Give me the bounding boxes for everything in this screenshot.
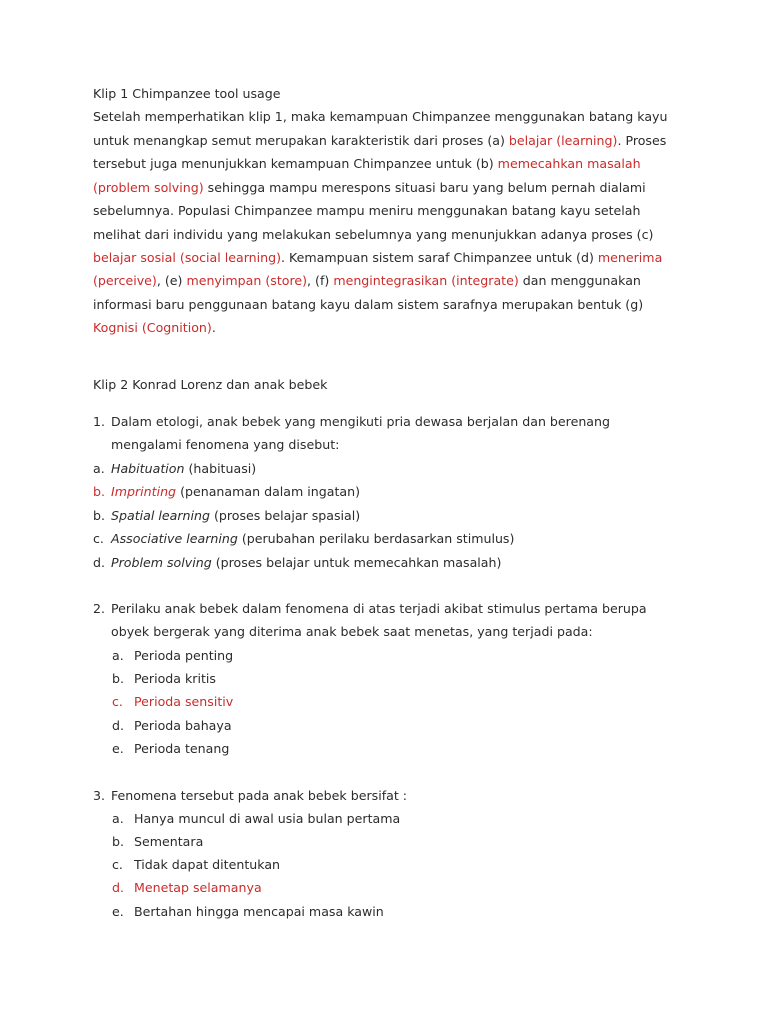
option-label: c. bbox=[112, 857, 123, 872]
option-label: b. bbox=[93, 484, 105, 499]
option-label: b. bbox=[112, 671, 124, 686]
option-term: Associative learning bbox=[111, 531, 238, 546]
answer-c: belajar sosial (social learning) bbox=[93, 250, 282, 265]
option-label: c. bbox=[112, 694, 123, 709]
option-c bbox=[93, 531, 514, 547]
option-d bbox=[112, 718, 232, 734]
option-label: d. bbox=[93, 555, 105, 570]
option-b bbox=[112, 671, 216, 687]
option-text: Perioda tenang bbox=[134, 741, 230, 756]
option-e bbox=[112, 741, 229, 757]
option-label: b. bbox=[93, 508, 105, 523]
question-number: 2. bbox=[93, 601, 106, 616]
option-label: a. bbox=[112, 811, 124, 826]
question-text: Perilaku anak bebek dalam fenomena di atas terjadi akibat stimulus pertama berupa bbox=[111, 601, 647, 616]
klip1-paragraph-line: melihat dari individu yang melakukan sebelumnya yang menunjukkan adanya proses (c) bbox=[93, 227, 654, 242]
option-d bbox=[93, 555, 501, 571]
klip1-paragraph-line bbox=[93, 320, 216, 336]
question-2 bbox=[93, 601, 647, 617]
option-term: Spatial learning bbox=[111, 508, 210, 523]
option-label: e. bbox=[112, 741, 124, 756]
option-term: Imprinting bbox=[111, 484, 177, 499]
option-term: Habituation bbox=[111, 461, 185, 476]
option-e bbox=[112, 904, 384, 920]
answer-f: mengintegrasikan (integrate) bbox=[333, 273, 519, 288]
option-text: Hanya muncul di awal usia bulan pertama bbox=[134, 811, 401, 826]
answer-d: menerima bbox=[597, 250, 663, 265]
klip1-paragraph-line: Setelah memperhatikan klip 1, maka kemampuan Chimpanzee menggunakan batang kayu bbox=[93, 109, 668, 124]
klip1-paragraph-line: sebelumnya. Populasi Chimpanzee mampu meniru menggunakan batang kayu setelah bbox=[93, 203, 641, 218]
option-text: Menetap selamanya bbox=[134, 880, 262, 895]
option-label: d. bbox=[112, 880, 124, 895]
text-span: , (f) bbox=[307, 273, 334, 288]
answer-b: memecahkan masalah bbox=[497, 156, 641, 171]
option-label: e. bbox=[112, 904, 124, 919]
klip1-paragraph-line bbox=[93, 250, 662, 266]
question-3 bbox=[93, 788, 407, 804]
answer-a: belajar (learning) bbox=[508, 133, 618, 148]
option-b-correct bbox=[93, 484, 360, 500]
klip1-paragraph-line bbox=[93, 180, 646, 196]
question-number: 3. bbox=[93, 788, 106, 803]
klip1-paragraph-line bbox=[93, 133, 666, 149]
answer-b-cont: (problem solving) bbox=[93, 180, 204, 195]
option-a bbox=[112, 648, 233, 664]
question-number: 1. bbox=[93, 414, 106, 429]
question-1 bbox=[93, 414, 610, 430]
text-span: . bbox=[211, 320, 216, 335]
option-label: c. bbox=[93, 531, 104, 546]
option-d-correct bbox=[112, 880, 262, 896]
option-label: a. bbox=[112, 648, 124, 663]
option-desc: (penanaman dalam ingatan) bbox=[176, 484, 361, 499]
option-text: Perioda sensitiv bbox=[134, 694, 234, 709]
text-span: untuk menangkap semut merupakan karakteristik dari proses (a) bbox=[93, 133, 509, 148]
option-text: Perioda bahaya bbox=[134, 718, 232, 733]
option-b bbox=[112, 834, 203, 850]
option-a bbox=[93, 461, 256, 477]
klip1-paragraph-line bbox=[93, 273, 641, 289]
option-term: Problem solving bbox=[111, 555, 212, 570]
option-a bbox=[112, 811, 400, 827]
klip1-paragraph-line bbox=[93, 156, 641, 172]
text-span: , (e) bbox=[156, 273, 187, 288]
answer-d-cont: (perceive) bbox=[93, 273, 157, 288]
question-2-cont: obyek bergerak yang diterima anak bebek saat menetas, yang terjadi pada: bbox=[111, 624, 593, 639]
option-text: Bertahan hingga mencapai masa kawin bbox=[134, 904, 384, 919]
klip1-title: Klip 1 Chimpanzee tool usage bbox=[93, 86, 281, 101]
question-1-cont: mengalami fenomena yang disebut: bbox=[111, 437, 340, 452]
answer-g: Kognisi (Cognition) bbox=[93, 320, 212, 335]
answer-e: menyimpan (store) bbox=[186, 273, 308, 288]
question-text: Dalam etologi, anak bebek yang mengikuti pria dewasa berjalan dan berenang bbox=[111, 414, 610, 429]
option-c bbox=[112, 857, 280, 873]
text-span: dan menggunakan bbox=[518, 273, 641, 288]
option-text: Perioda kritis bbox=[134, 671, 216, 686]
option-label: a. bbox=[93, 461, 105, 476]
option-desc: (proses belajar untuk memecahkan masalah) bbox=[211, 555, 502, 570]
option-desc: (proses belajar spasial) bbox=[209, 508, 361, 523]
option-desc: (habituasi) bbox=[184, 461, 257, 476]
option-b bbox=[93, 508, 360, 524]
text-span: sehingga mampu merespons situasi baru yang belum pernah dialami bbox=[203, 180, 646, 195]
text-span: tersebut juga menunjukkan kemampuan Chimpanzee untuk (b) bbox=[93, 156, 498, 171]
option-c-correct bbox=[112, 694, 233, 710]
text-span: . Proses bbox=[617, 133, 667, 148]
option-text: Perioda penting bbox=[134, 648, 234, 663]
klip1-paragraph-line: informasi baru penggunaan batang kayu dalam sistem sarafnya merupakan bentuk (g) bbox=[93, 297, 644, 312]
option-text: Tidak dapat ditentukan bbox=[134, 857, 281, 872]
question-text: Fenomena tersebut pada anak bebek bersifat : bbox=[111, 788, 408, 803]
option-label: b. bbox=[112, 834, 124, 849]
option-desc: (perubahan perilaku berdasarkan stimulus) bbox=[237, 531, 515, 546]
option-label: d. bbox=[112, 718, 124, 733]
option-text: Sementara bbox=[134, 834, 204, 849]
klip2-title: Klip 2 Konrad Lorenz dan anak bebek bbox=[93, 377, 328, 392]
text-span: . Kemampuan sistem saraf Chimpanzee untuk (d) bbox=[281, 250, 598, 265]
